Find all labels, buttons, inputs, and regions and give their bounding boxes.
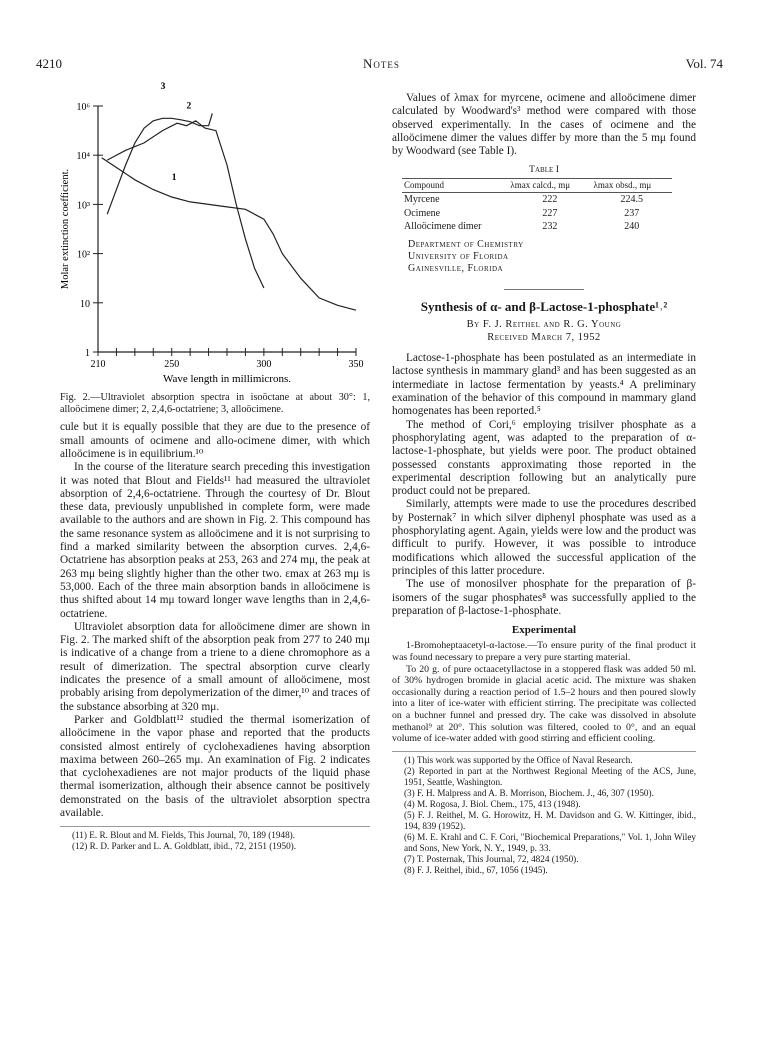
table-cell: Ocimene: [404, 207, 441, 219]
right-paragraph: The use of monosilver phosphate for the preparation of β-isomers of the sugar phosphates⁸ was successfully applied to the preparation of β-lactose-1-phosphate.: [392, 578, 696, 617]
experimental-paragraph: To 20 g. of pure octaacetyllactose in a stoppered flask was added 50 ml. of 30% hydrogen bromide in glacial acetic acid. The mixture was shaken occasionally during a reaction period of 1.5–2 hours and then poured slowly into a liter of ice-water with efficient stirring. The precipitate was collected on a buchner funnel and pressed dry. The cake was dissolved in absolute methanol⁹ at 20°. This solution was filtered, cooled to 0°, and an equal volume of ice-water added with good stirring and efficient cooling.: [392, 663, 696, 745]
y-tick-label: 10⁶: [76, 102, 90, 113]
right-paragraph: Lactose-1-phosphate has been postulated as an intermediate in lactose synthesis in mammary gland³ and has been suggested as an intermediate in lactose fermentation by yeasts.⁴ A preliminary examination of the behavior of this compound in mammary gland homogenates has been reported.⁵: [392, 352, 696, 418]
series-line-1: [102, 158, 356, 311]
left-paragraph: Parker and Goldblatt¹² studied the thermal isomerization of alloöcimene in the vapor phase and reported that the products consisted almost entirely of cyclohexadienes having absorption maxima between 260–265 mμ. An examination of Fig. 2 indicates that cyclohexadienes are not major products of the liquid phase thermal isomerization, although their absence cannot be positively demonstrated on the basis of the ultraviolet absorption spectra available.: [60, 713, 370, 820]
volume-label: Vol. 74: [685, 56, 723, 71]
x-axis-label: Wave length in millimicrons.: [162, 373, 292, 385]
right-paragraph: Similarly, attempts were made to use the procedures described by Posternak⁷ in which silver diphenyl phosphate was used as a phosphorylating agent. Again, yields were low and the product was difficult to purify. However, it was possible to introduce modifications which allowed the successful application of the principles of this latter procedure.: [392, 498, 697, 577]
table-cell: 227: [542, 207, 558, 219]
footnote: (6) M. E. Krahl and C. F. Cori, "Biochemical Preparations," Vol. 1, John Wiley and Sons, New York, N. Y., 1949, p. 33.: [404, 831, 696, 853]
right-footnotes: [392, 751, 696, 876]
y-tick-label: 1: [85, 348, 90, 359]
x-tick-label: 350: [348, 359, 364, 370]
page-number: 4210: [36, 56, 62, 71]
section-divider: [504, 289, 584, 290]
table-cell: 224.5: [620, 194, 643, 206]
table-cell: 222: [542, 194, 558, 206]
experimental-paragraph: 1-Bromoheptaacetyl-α-lactose.—To ensure purity of the final product it was found necessary to prepare a very pure starting material.: [392, 640, 696, 663]
table-header: Compound: [402, 179, 508, 193]
footnote: (3) F. H. Malpress and A. B. Morrison, Biochem. J., 46, 307 (1950).: [404, 787, 654, 798]
table-i: [402, 178, 672, 233]
right-column: [392, 92, 696, 876]
x-tick-label: 210: [90, 359, 106, 370]
left-column: [60, 392, 370, 852]
article-title: Synthesis of α- and β-Lactose-1-phosphate¹˒²: [420, 299, 668, 315]
affiliation: Department of Chemistry University of Florida Gainesville, Florida: [408, 239, 524, 275]
table-cell: 237: [624, 207, 640, 219]
curve-label: 1: [171, 172, 177, 183]
y-tick-label: 10: [80, 298, 90, 310]
left-footnotes: [60, 826, 370, 852]
right-paragraph: The method of Cori,⁶ employing trisilver phosphate as a phosphorylating agent, was adapted to the preparation of α-lactose-1-phosphate, but yields were poor. The product obtained possessed constants approximating those reported in the experimental description following but an analytically pure product could not be prepared.: [392, 418, 696, 498]
byline: By F. J. Reithel and R. G. Young: [466, 318, 622, 330]
table-caption: Table I: [529, 164, 559, 176]
series-line-2: [107, 121, 264, 288]
footnote: (8) F. J. Reithel, ibid., 67, 1056 (1945).: [404, 864, 548, 875]
table-cell: Myrcene: [404, 194, 440, 206]
y-tick-label: 10³: [77, 200, 90, 212]
curve-label: 2: [186, 101, 192, 112]
footnote: (12) R. D. Parker and L. A. Goldblatt, ibid., 72, 2151 (1950).: [72, 841, 297, 852]
y-axis-label: Molar extinction coefficient.: [60, 168, 71, 290]
footnote: (7) T. Posternak, This Journal, 72, 4824 (1950).: [404, 853, 579, 864]
x-tick-label: 300: [256, 359, 272, 370]
table-header: λmax calcd., mμ: [508, 179, 591, 193]
footnote: (4) M. Rogosa, J. Biol. Chem., 175, 413 (1948).: [404, 798, 581, 809]
footnote: (2) Reported in part at the Northwest Regional Meeting of the ACS, June, 1951, Seattle, Washington.: [404, 765, 696, 787]
experimental-heading: Experimental: [511, 624, 577, 637]
table-row: [402, 220, 672, 233]
table-row: [402, 193, 672, 207]
footnote: (5) F. J. Reithel, M. G. Horowitz, H. M. Davidson and G. W. Kittinger, ibid., 194, 839 (1952).: [404, 809, 696, 831]
footnote: (1) This work was supported by the Office of Naval Research.: [404, 754, 633, 765]
curve-label: 3: [160, 81, 166, 92]
y-tick-label: 10⁴: [76, 151, 90, 163]
table-row: [402, 207, 672, 220]
table-cell: 232: [542, 220, 558, 232]
left-paragraph: In the course of the literature search preceding this investigation it was noted that Blout and Fields¹¹ had measured the ultraviolet absorption of 2,4,6-octatriene. Through the courtesy of Dr. Blout these data, previously unpublished in complete form, were made available to the authors and are shown in Fig. 2. This compound has the same resonance system as alloöcimene and it is not surprising to find a marked similarity between the absorption curves. 2,4,6-Octatriene has absorption peaks at 253, 263 and 274 mμ, the peak at 263 mμ being slightly higher than the other two. εmax at 263 mμ is 53,000. Each of the three main absorption bands in alloöcimene is thus shifted about 14 mμ toward longer wave lengths than in 2,4,6-octatriene.: [60, 461, 370, 620]
running-head: Notes: [363, 56, 400, 71]
x-tick-label: 250: [164, 359, 180, 370]
right-intro-paragraph: Values of λmax for myrcene, ocimene and alloöcimene dimer calculated by Woodward's³ method were compared with those observed experimentally. In the cases of ocimene and the alloöcimene dimer the values differ by more than the 5 mμ found by Woodward (see Table I).: [392, 92, 696, 158]
left-paragraph: cule but it is equally possible that they are due to the presence of small amounts of ocimene and allo-ocimene dimer, with which alloöcimene is in equilibrium.¹⁰: [60, 421, 370, 460]
absorption-spectrum-chart: [56, 81, 376, 394]
received-date: Received March 7, 1952: [487, 331, 601, 343]
table-cell: Alloöcimene dimer: [404, 220, 482, 232]
left-paragraph: Ultraviolet absorption data for alloöcimene dimer are shown in Fig. 2. The marked shift of the absorption peak from 277 to 240 mμ is indicative of a change from a triene to a diene chromophore as a result of dimerization. The spectral absorption curve clearly indicates the presence of a small amount of alloöcimene, most probably arising from depolymerization of the dimer,¹⁰ and traces of the substance absorbing at 320 mμ.: [60, 620, 370, 713]
table-cell: 240: [624, 220, 640, 232]
table-header: λmax obsd., mμ: [591, 179, 672, 193]
footnote: (11) E. R. Blout and M. Fields, This Journal, 70, 189 (1948).: [72, 830, 296, 841]
series-line-3: [107, 113, 212, 214]
y-tick-label: 10²: [77, 249, 90, 261]
figure-caption: Fig. 2.—Ultraviolet absorption spectra in isoöctane at about 30°: 1, alloöcimene dimer; 2, 2,4,6-octatriene; 3, alloöcimene.: [60, 392, 370, 416]
